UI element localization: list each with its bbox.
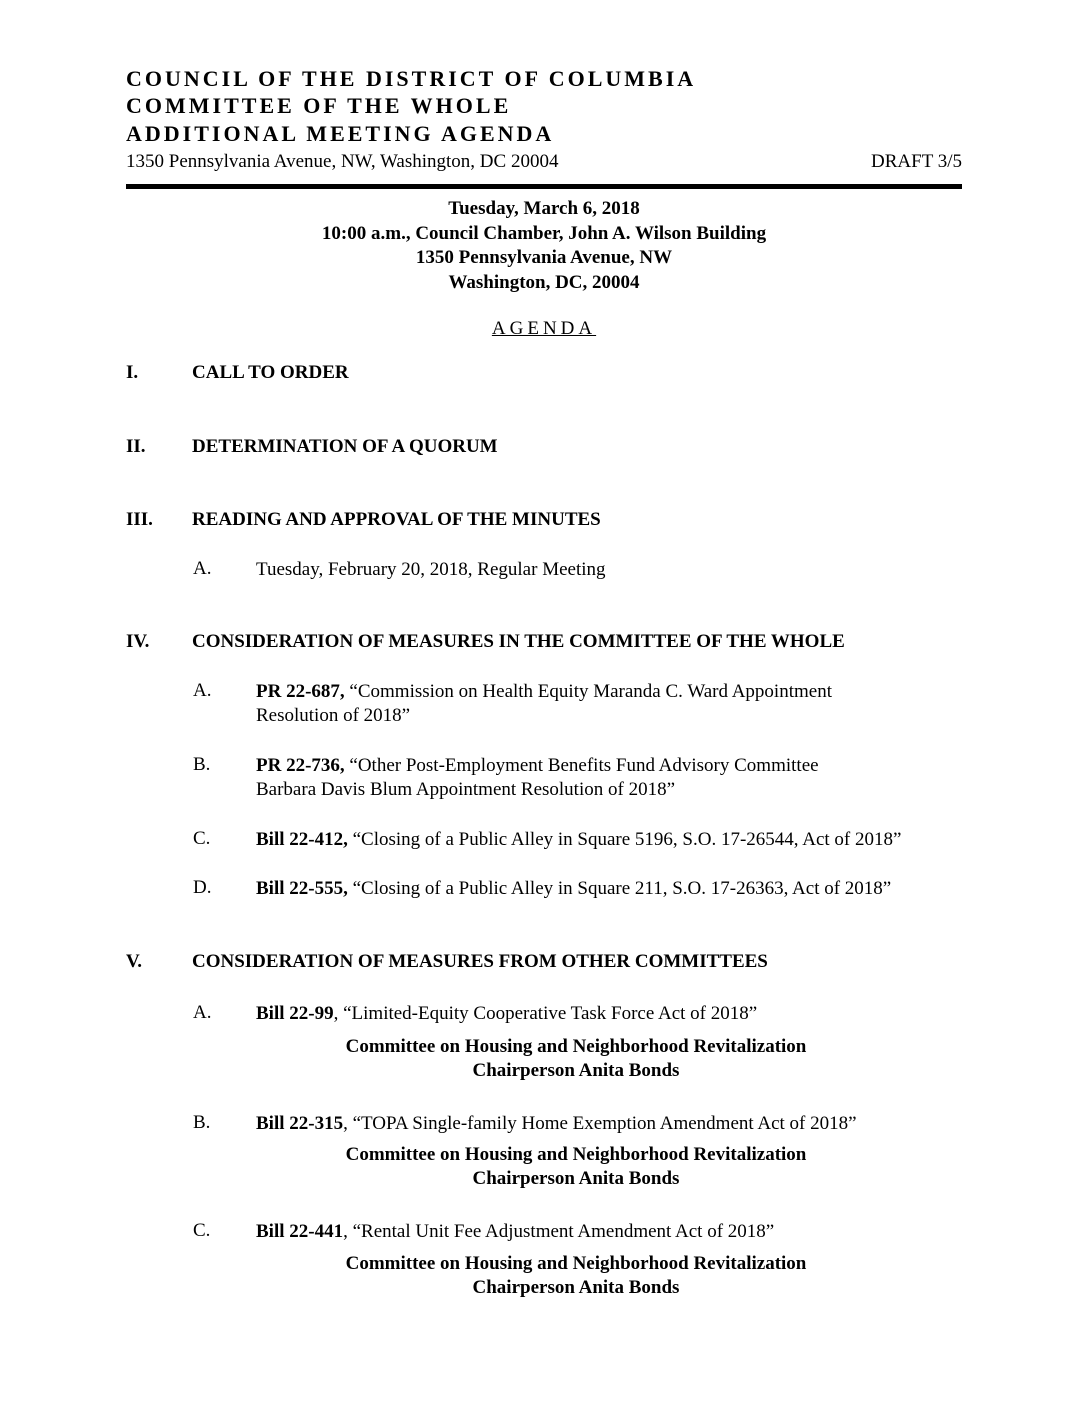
draft-label: DRAFT 3/5 <box>871 151 962 172</box>
item-letter: B. <box>193 1112 211 1133</box>
section-number: II. <box>126 436 146 457</box>
measure-title: “Closing of a Public Alley in Square 5196, S.O. 17-26544, Act of 2018” <box>352 829 902 850</box>
section-number: V. <box>126 951 143 972</box>
measure-id: Bill 22-315 <box>256 1113 344 1134</box>
header-council: COUNCIL OF THE DISTRICT OF COLUMBIA <box>126 66 697 91</box>
measure-id: Bill 22-441 <box>256 1221 344 1242</box>
item-letter: C. <box>193 1220 211 1241</box>
meeting-time-place: 10:00 a.m., Council Chamber, John A. Wilson Building <box>321 222 767 244</box>
agenda-heading: AGENDA <box>491 318 597 339</box>
committee-chair: Chairperson Anita Bonds <box>472 1277 680 1298</box>
measure-title: “Commission on Health Equity Maranda C. Ward Appointment <box>349 681 832 702</box>
measure-id: PR 22-687, <box>256 681 345 702</box>
section-title-call-to-order: CALL TO ORDER <box>192 362 349 383</box>
meeting-date: Tuesday, March 6, 2018 <box>448 198 640 219</box>
committee-name: Committee on Housing and Neighborhood Revitalization <box>345 1036 807 1057</box>
measure-title-cont: Barbara Davis Blum Appointment Resolution of 2018” <box>256 779 676 800</box>
committee-block <box>256 1252 896 1300</box>
measure-id: Bill 22-412, <box>256 829 348 850</box>
committee-block <box>256 1143 896 1191</box>
item-letter: C. <box>193 828 211 849</box>
section-number: I. <box>126 362 139 383</box>
meeting-city: Washington, DC, 20004 <box>448 271 640 293</box>
header-agenda-type: ADDITIONAL MEETING AGENDA <box>126 121 555 146</box>
item-letter: D. <box>193 877 212 898</box>
agenda-item <box>256 1220 774 1244</box>
section-title-quorum: DETERMINATION OF A QUORUM <box>192 436 498 457</box>
measure-title: , “TOPA Single-family Home Exemption Amendment Act of 2018” <box>343 1113 857 1134</box>
measure-title: “Closing of a Public Alley in Square 211, S.O. 17-26363, Act of 2018” <box>352 878 892 899</box>
section-title-minutes: READING AND APPROVAL OF THE MINUTES <box>192 509 601 530</box>
measure-title: , “Rental Unit Fee Adjustment Amendment Act of 2018” <box>343 1221 775 1242</box>
committee-chair: Chairperson Anita Bonds <box>472 1060 680 1081</box>
header-committee: COMMITTEE OF THE WHOLE <box>126 93 512 118</box>
agenda-item <box>256 680 832 728</box>
agenda-item <box>256 1002 757 1026</box>
header-address: 1350 Pennsylvania Avenue, NW, Washington, DC 20004 <box>126 151 559 172</box>
measure-id: Bill 22-555, <box>256 878 348 899</box>
agenda-item <box>256 1112 857 1136</box>
section-number: III. <box>126 509 153 530</box>
agenda-item <box>256 828 901 852</box>
section-title-cow-measures: CONSIDERATION OF MEASURES IN THE COMMITTEE OF THE WHOLE <box>192 631 845 652</box>
header-divider <box>126 184 962 189</box>
agenda-item <box>256 877 891 901</box>
item-minutes-text: Tuesday, February 20, 2018, Regular Meeting <box>256 559 606 580</box>
measure-title-cont: Resolution of 2018” <box>256 705 411 726</box>
committee-name: Committee on Housing and Neighborhood Revitalization <box>345 1144 807 1165</box>
measure-id: Bill 22-99 <box>256 1003 334 1024</box>
item-letter: A. <box>193 1002 212 1023</box>
committee-chair: Chairperson Anita Bonds <box>472 1168 680 1189</box>
agenda-item <box>256 754 819 802</box>
item-letter: B. <box>193 754 211 775</box>
measure-title: , “Limited-Equity Cooperative Task Force Act of 2018” <box>333 1003 758 1024</box>
committee-block <box>256 1035 896 1083</box>
measure-id: PR 22-736, <box>256 755 345 776</box>
meeting-street: 1350 Pennsylvania Avenue, NW <box>415 247 673 268</box>
section-title-other-committees: CONSIDERATION OF MEASURES FROM OTHER COMMITTEES <box>192 951 768 972</box>
section-number: IV. <box>126 631 150 652</box>
meeting-details <box>126 197 962 295</box>
item-letter: A. <box>193 558 212 579</box>
committee-name: Committee on Housing and Neighborhood Revitalization <box>345 1253 807 1274</box>
item-letter: A. <box>193 680 212 701</box>
measure-title: “Other Post-Employment Benefits Fund Advisory Committee <box>349 755 819 776</box>
